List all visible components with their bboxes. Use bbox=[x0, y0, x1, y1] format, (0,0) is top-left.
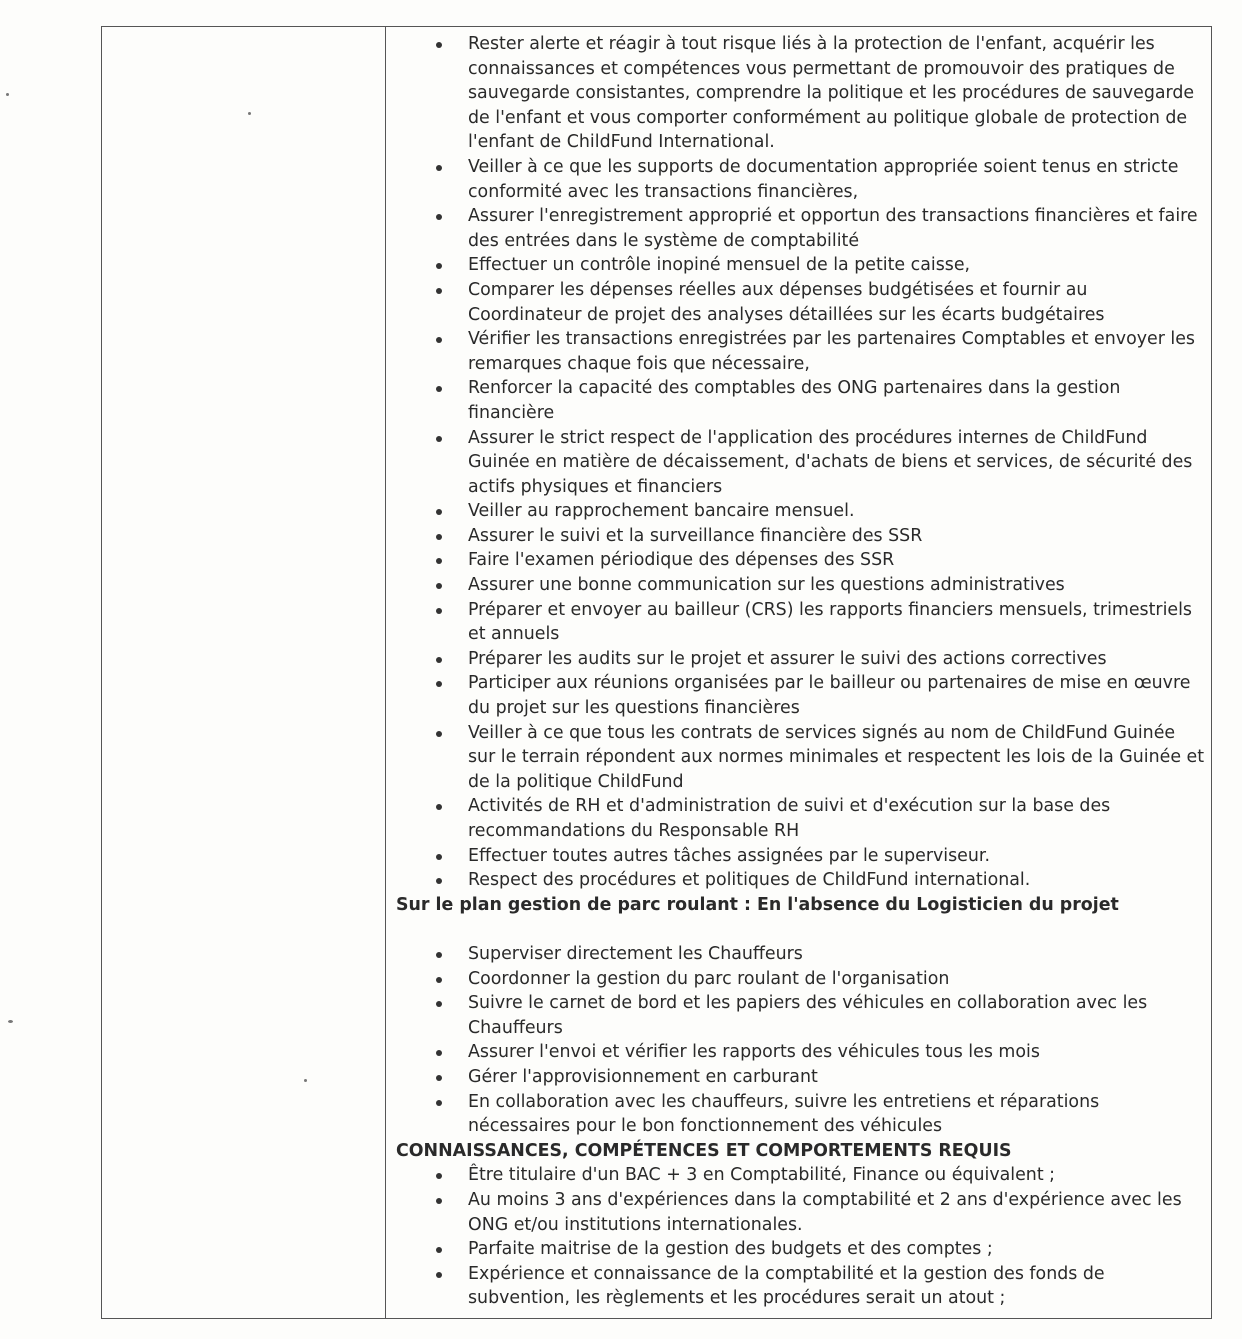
list-item: Vérifier les transactions enregistrées par les partenaires Comptables et envoyer les remarques chaque fois que nécessaire, bbox=[394, 327, 1206, 376]
list-item: Rester alerte et réagir à tout risque liés à la protection de l'enfant, acquérir les connaissances et compétences vous permettant de promouvoir des pratiques de sauvegarde consistantes, comprendre la politique et les procédures de sauvegarde de l'enfant et vous comporter conformément au politique globale de protection de l'enfant de ChildFund International. bbox=[394, 32, 1206, 155]
list-item: Expérience et connaissance de la comptabilité et la gestion des fonds de subvention, les règlements et les procédures serait un atout ; bbox=[394, 1262, 1206, 1311]
list-item: Veiller au rapprochement bancaire mensuel. bbox=[394, 499, 1206, 524]
fleet-duties-list bbox=[394, 942, 1206, 1139]
document-table bbox=[101, 26, 1212, 1319]
list-item: Préparer et envoyer au bailleur (CRS) les rapports financiers mensuels, trimestriels et annuels bbox=[394, 598, 1206, 647]
requirements-list bbox=[394, 1163, 1206, 1311]
list-item: Au moins 3 ans d'expériences dans la comptabilité et 2 ans d'expérience avec les ONG et/ou institutions internationales. bbox=[394, 1188, 1206, 1237]
column-divider bbox=[385, 27, 386, 1318]
list-item: En collaboration avec les chauffeurs, suivre les entretiens et réparations nécessaires pour le bon fonctionnement des véhicules bbox=[394, 1090, 1206, 1139]
list-item: Être titulaire d'un BAC + 3 en Comptabilité, Finance ou équivalent ; bbox=[394, 1163, 1206, 1188]
list-item: Comparer les dépenses réelles aux dépenses budgétisées et fournir au Coordinateur de projet des analyses détaillées sur les écarts budgétaires bbox=[394, 278, 1206, 327]
list-item: Assurer l'envoi et vérifier les rapports des véhicules tous les mois bbox=[394, 1040, 1206, 1065]
fleet-section-heading: Sur le plan gestion de parc roulant : En l'absence du Logisticien du projet bbox=[396, 894, 1119, 915]
list-item: Assurer une bonne communication sur les questions administratives bbox=[394, 573, 1206, 598]
list-item: Gérer l'approvisionnement en carburant bbox=[394, 1065, 1206, 1090]
list-item: Activités de RH et d'administration de suivi et d'exécution sur la base des recommandations du Responsable RH bbox=[394, 794, 1206, 843]
list-item: Préparer les audits sur le projet et assurer le suivi des actions correctives bbox=[394, 647, 1206, 672]
list-item: Parfaite maitrise de la gestion des budgets et des comptes ; bbox=[394, 1237, 1206, 1262]
requirements-heading: CONNAISSANCES, COMPÉTENCES ET COMPORTEMENTS REQUIS bbox=[396, 1140, 1012, 1161]
list-item: Effectuer toutes autres tâches assignées par le superviseur. bbox=[394, 844, 1206, 869]
list-item: Assurer le strict respect de l'application des procédures internes de ChildFund Guinée en matière de décaissement, d'achats de biens et services, de sécurité des actifs physiques et financiers bbox=[394, 426, 1206, 500]
list-item: Coordonner la gestion du parc roulant de l'organisation bbox=[394, 967, 1206, 992]
list-item: Faire l'examen périodique des dépenses des SSR bbox=[394, 548, 1206, 573]
duties-list bbox=[394, 32, 1206, 893]
list-item: Renforcer la capacité des comptables des ONG partenaires dans la gestion financière bbox=[394, 376, 1206, 425]
list-item: Veiller à ce que les supports de documentation appropriée soient tenus en stricte conformité avec les transactions financières, bbox=[394, 155, 1206, 204]
scan-speck bbox=[6, 93, 9, 96]
list-item: Veiller à ce que tous les contrats de services signés au nom de ChildFund Guinée sur le terrain répondent aux normes minimales et respectent les lois de la Guinée et de la politique ChildFund bbox=[394, 721, 1206, 795]
scan-speck bbox=[8, 1020, 13, 1023]
responsibilities-cell bbox=[394, 32, 1206, 1311]
list-item: Superviser directement les Chauffeurs bbox=[394, 942, 1206, 967]
list-item: Assurer le suivi et la surveillance financière des SSR bbox=[394, 524, 1206, 549]
list-item: Participer aux réunions organisées par le bailleur ou partenaires de mise en œuvre du projet sur les questions financières bbox=[394, 671, 1206, 720]
list-item: Effectuer un contrôle inopiné mensuel de la petite caisse, bbox=[394, 253, 1206, 278]
list-item: Respect des procédures et politiques de ChildFund international. bbox=[394, 868, 1206, 893]
list-item: Suivre le carnet de bord et les papiers des véhicules en collaboration avec les Chauffeurs bbox=[394, 991, 1206, 1040]
list-item: Assurer l'enregistrement approprié et opportun des transactions financières et faire des entrées dans le système de comptabilité bbox=[394, 204, 1206, 253]
blank-line bbox=[394, 917, 1206, 942]
